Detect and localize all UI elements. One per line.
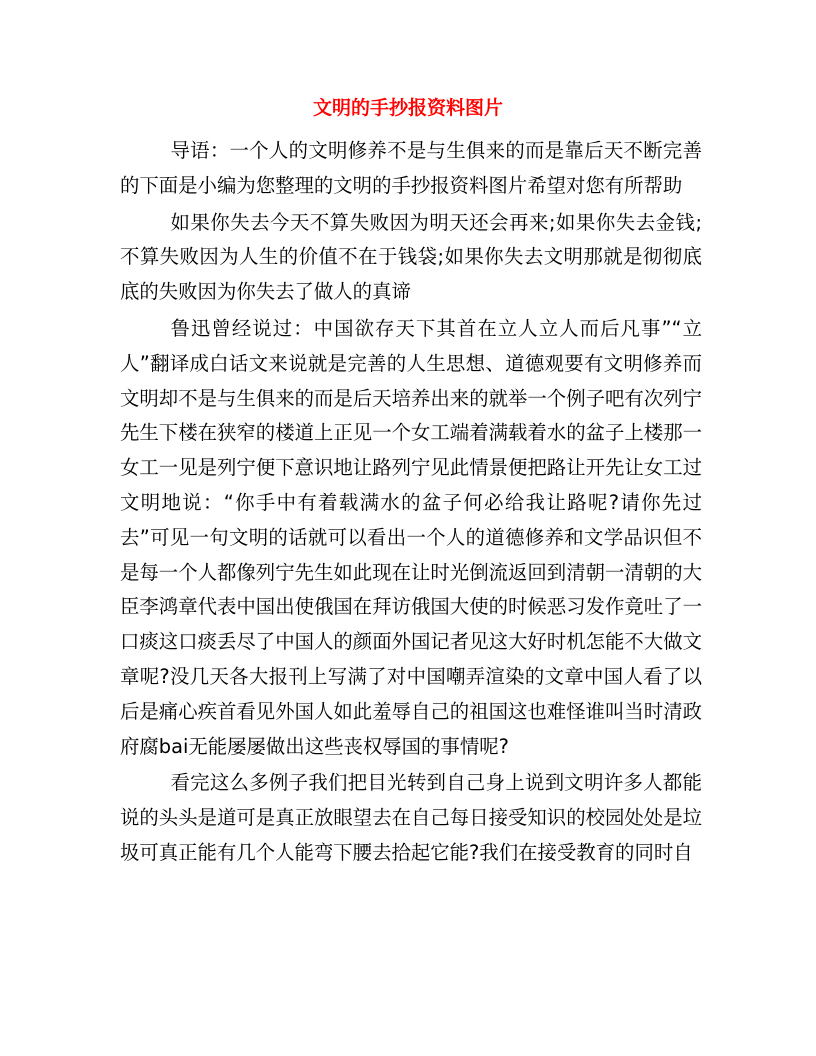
- document-title: 文明的手抄报资料图片: [312, 97, 503, 119]
- paragraph-intro: 导语：一个人的文明修养不是与生俱来的而是靠后天不断完善的下面是小编为您整理的文明的手抄报资料图片希望对您有所帮助: [120, 139, 702, 197]
- document-body: [120, 134, 702, 873]
- paragraph-loss: 如果你失去今天不算失败因为明天还会再来;如果你失去金钱;不算失败因为人生的价值不在于钱袋;如果你失去文明那就是彻彻底底的失败因为你失去了做人的真谛: [120, 210, 702, 304]
- paragraph-lu-xun: 鲁迅曾经说过：中国欲存天下其首在立人立人而后凡事”“立人”翻译成白话文来说就是完善的人生思想、道德观要有文明修养而文明却不是与生俱来的而是后天培养出来的就举一个例子吧有次列宁先生下楼在狭窄的楼道上正见一个女工端着满载着水的盆子上楼那一女工一见是列宁便下意识地让路列宁见此情景便把路让开先让女工过文明地说：“你手中有着载满水的盆子何必给我让路呢?请你先过去”可见一句文明的话就可以看出一个人的道德修养和文学品识但不是每一个人都像列宁先生如此现在让时光倒流返回到清朝一清朝的大臣李鸿章代表中国出使俄国在拜访俄国大使的时候恶习发作竟吐了一口痰这口痰丢尽了中国人的颜面外国记者见这大好时机怎能不大做文章呢?没几天各大报刊上写满了对中国嘲弄渲染的文章中国人看了以后是痛心疾首看见外国人如此羞辱自己的祖国这也难怪谁叫当时清政府腐bai无能屡屡做出这些丧权辱国的事情呢?: [120, 316, 702, 758]
- paragraph-campus: 看完这么多例子我们把目光转到自己身上说到文明许多人都能说的头头是道可是真正放眼望去在自己每日接受知识的校园处处是垃圾可真正能有几个人能弯下腰去拾起它能?我们在接受教育的同时自: [120, 771, 702, 864]
